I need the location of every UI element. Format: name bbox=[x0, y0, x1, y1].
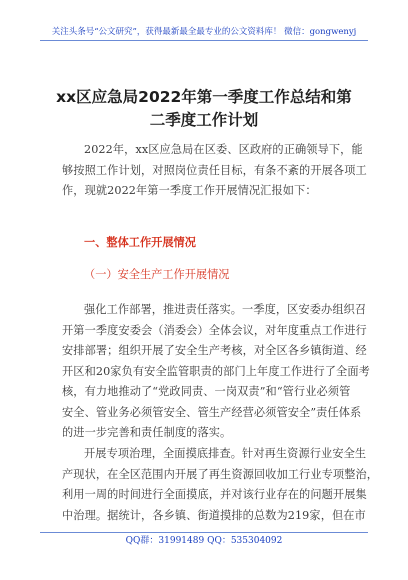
section-heading: 一、整体工作开展情况 bbox=[84, 236, 196, 249]
paragraph-line: 开区和20家负有安全监管职责的部门上年度工作进行了全面考 bbox=[62, 364, 370, 378]
title-line-1: xx区应急局2022年第一季度工作总结和第 bbox=[56, 88, 352, 106]
intro-paragraph bbox=[62, 140, 367, 202]
body-paragraph bbox=[62, 444, 379, 526]
paragraph-line: 中治理。据统计，各乡镇、街道摸排的总数为219家，但在市 bbox=[62, 508, 366, 522]
paragraph-line: 开第一季度安委会（消委会）全体会议，对年度重点工作进行 bbox=[62, 323, 367, 337]
paragraph-line: 利用一周的时间进行全面摸底，并对该行业存在的问题开展集 bbox=[62, 488, 367, 501]
footer-contact: QQ群：31991489 QQ：535304092 bbox=[125, 536, 283, 546]
header-divider bbox=[40, 40, 368, 41]
footer-divider bbox=[40, 532, 368, 533]
paragraph-line: 开展专项治理，全面摸底排查。针对再生资源行业安全生 bbox=[84, 447, 367, 460]
header-banner: 关注头条号“公文研究”，获得最新最全最专业的公文资料库！ 微信：gongwenyj bbox=[51, 27, 357, 37]
paragraph-line: 核，有力地推动了“党政同责、一岗双责”和“管行业必须管 bbox=[62, 385, 351, 398]
intro-line: 够按照工作计划，对照岗位责任目标，有条不紊的开展各项工 bbox=[62, 163, 367, 177]
intro-line: 2022年，xx区应急局在区委、区政府的正确领导下，能 bbox=[84, 143, 363, 156]
intro-line: 作，现就2022年第一季度工作开展情况汇报如下： bbox=[62, 184, 317, 197]
paragraph-line: 强化工作部署，推进责任落实。一季度，区安委办组织召 bbox=[84, 303, 367, 316]
paragraph-line: 的进一步完善和责任制度的落实。 bbox=[62, 426, 232, 439]
paragraph-line: 产现状，在全区范围内开展了再生资源回收加工行业专项整治， bbox=[62, 467, 379, 481]
document-title bbox=[50, 86, 358, 132]
title-line-2: 二季度工作计划 bbox=[149, 111, 259, 129]
subsection-heading: （一）安全生产工作开展情况 bbox=[84, 268, 230, 281]
body-paragraph bbox=[62, 300, 370, 444]
paragraph-line: 安排部署；组织开展了安全生产考核，对全区各乡镇街道、经 bbox=[62, 344, 367, 357]
paragraph-line: 安全、管业务必须管安全、管生产经营必须管安全”责任体系 bbox=[62, 405, 362, 419]
